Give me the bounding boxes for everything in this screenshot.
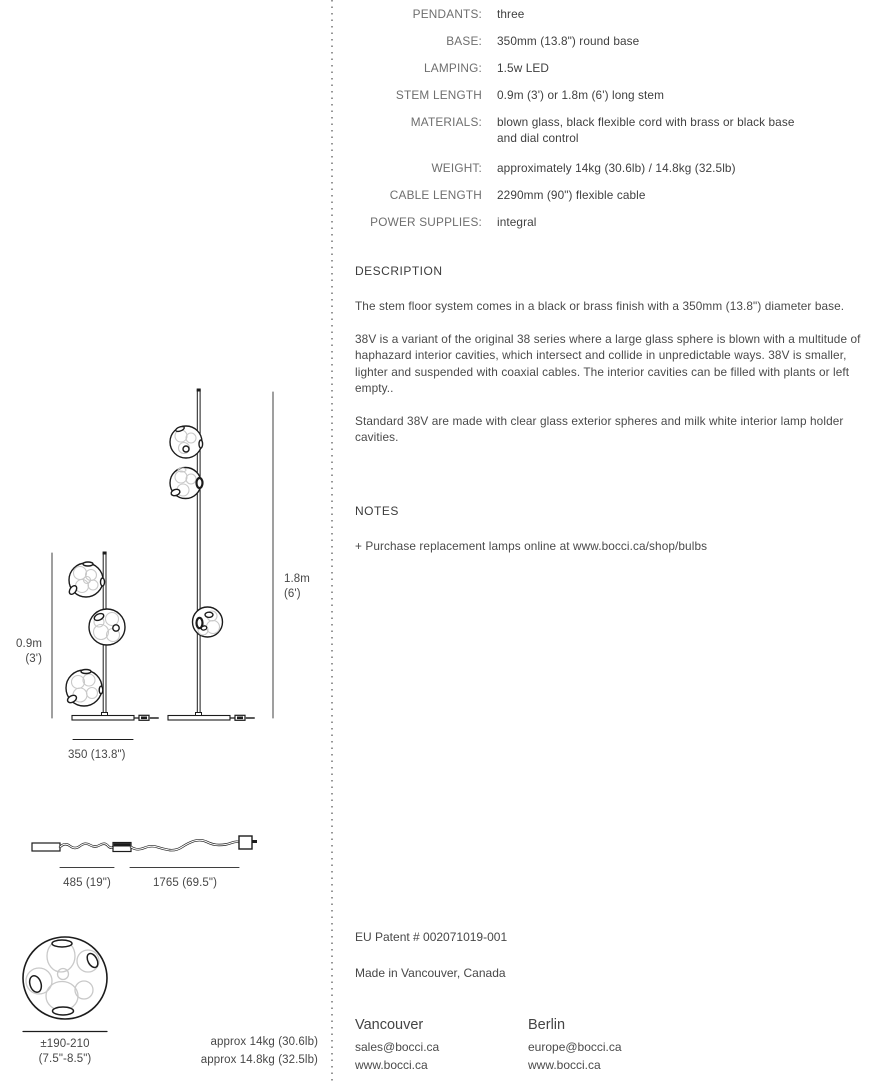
short-height-metric: 0.9m [16,638,42,650]
spec-label: BASE: [446,34,482,48]
description-section [355,264,867,462]
office-email: sales@bocci.ca [355,1040,440,1054]
glass-sphere [89,609,125,645]
cable-segment1-label: 485 (19") [63,877,111,889]
office-vancouver [355,1016,528,1074]
description-paragraph: 38V is a variant of the original 38 series where a large glass sphere is blown with a multitude of haphazard interior cavities, which intersect and collide in unpredictable ways. 38V is smaller, lighter and suspended with coaxial cables. The interior cavities can be filled with plants or left empty.. [355,331,861,395]
sphere-diameter-label [20,1037,110,1067]
spec-row-base [350,33,862,49]
notes-section [355,504,867,571]
spec-label: CABLE LENGTH [389,188,482,202]
tall-floor-lamp-drawing [168,389,273,721]
spec-value: 350mm (13.8") round base [497,34,640,48]
tall-lamp-height-label [284,572,330,602]
glass-sphere [170,426,203,458]
plug [239,836,252,849]
short-lamp-height-label [0,637,42,667]
glass-sphere [66,670,103,707]
spec-value: 1.5w LED [497,61,549,75]
spec-row-stem-length [350,87,862,103]
spec-row-weight [350,160,862,176]
office-city: Vancouver [355,1017,424,1033]
spec-row-lamping [350,60,862,76]
spec-value: 2290mm (90") flexible cable [497,188,646,202]
technical-drawings [0,370,332,1083]
footer [355,930,835,1074]
weight-labels [198,1033,318,1069]
short-floor-lamp-drawing [52,552,158,740]
sphere-diameter-metric: ±190-210 [40,1038,90,1050]
description-paragraph: Standard 38V are made with clear glass exterior spheres and milk white interior lamp holder cavities. [355,413,844,444]
notes-heading: NOTES [355,504,399,518]
power-cable-drawing [32,836,257,868]
office-city: Berlin [528,1017,566,1033]
office-berlin [528,1016,701,1074]
spec-row-pendants [350,6,862,22]
spec-row-materials [350,114,862,146]
spec-label: MATERIALS: [410,115,482,129]
spec-label: LAMPING: [424,61,482,75]
office-website: www.bocci.ca [528,1058,601,1072]
spec-row-power-supplies [350,214,862,230]
description-heading: DESCRIPTION [355,264,443,278]
spec-label: POWER SUPPLIES: [370,215,482,229]
made-in-label: Made in Vancouver, Canada [355,966,506,980]
glass-sphere [193,607,223,637]
cable-segment2-label: 1765 (69.5") [152,877,218,889]
office-email: europe@bocci.ca [528,1040,622,1054]
sphere-diameter-imperial: (7.5"-8.5") [38,1053,92,1065]
weight-tall-lamp: approx 14.8kg (32.5lb) [200,1054,318,1066]
description-paragraph: The stem floor system comes in a black or brass finish with a 350mm (13.8") diameter base. [355,299,845,313]
spec-label: PENDANTS: [412,7,482,21]
spec-label: STEM LENGTH [395,88,482,102]
notes-item: + Purchase replacement lamps online at www.bocci.ca/shop/bulbs [355,539,708,553]
office-contacts [355,1016,835,1074]
spec-value: 0.9m (3') or 1.8m (6') long stem [497,88,665,102]
tall-height-metric: 1.8m [284,573,310,585]
spec-value: integral [497,215,537,229]
spec-table [350,6,862,241]
spec-row-cable-length [350,187,862,203]
weight-short-lamp: approx 14kg (30.6lb) [210,1036,318,1048]
spec-value: blown glass, black flexible cord with brass or black base and dial control [497,115,795,145]
spec-value: approximately 14kg (30.6lb) / 14.8kg (32.5lb) [497,161,736,175]
glass-sphere [68,562,105,597]
patent-number: EU Patent # 002071019-001 [355,930,508,944]
sphere-detail-drawing [23,937,107,1032]
office-website: www.bocci.ca [355,1058,428,1072]
short-height-imperial: (3') [25,653,42,665]
spec-label: WEIGHT: [431,161,482,175]
spec-value: three [497,7,525,21]
base-diameter-label: 350 (13.8") [68,749,126,761]
tall-height-imperial: (6') [284,588,301,600]
